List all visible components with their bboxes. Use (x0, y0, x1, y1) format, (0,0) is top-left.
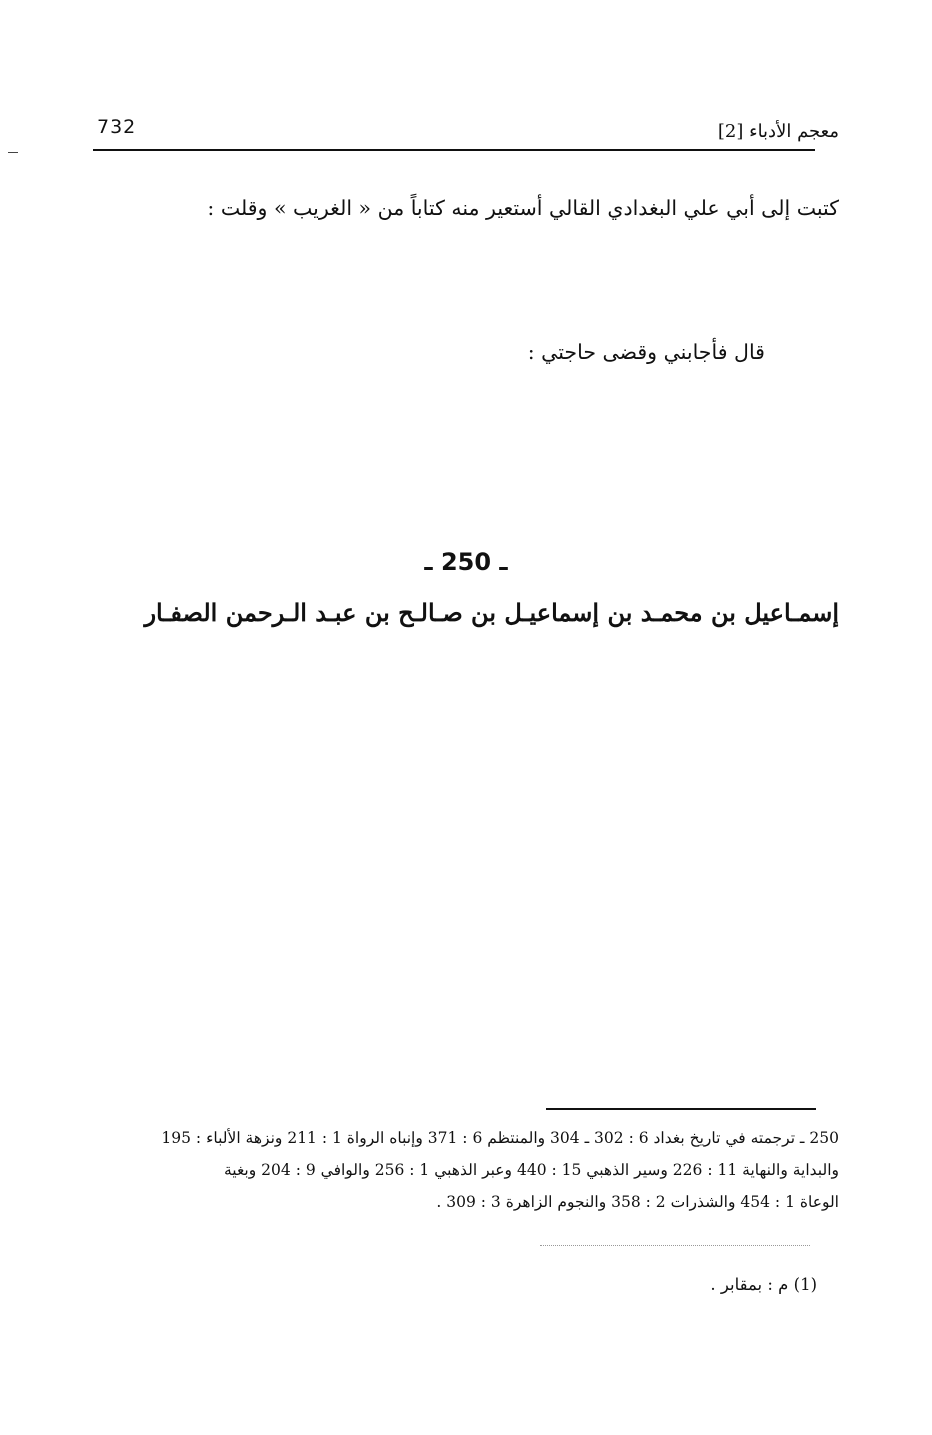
margin-mark (8, 152, 18, 153)
reply-intro: قال فأجابني وقضى حاجتي : (527, 340, 765, 364)
page-number: 732 (97, 116, 137, 138)
entry-number: ـ 250 ـ (424, 548, 508, 576)
footnote-rule (546, 1108, 816, 1110)
footnote-sources-line: الوعاة 1 : 454 والشذرات 2 : 358 والنجوم الزاهرة 3 : 309 . (436, 1193, 839, 1211)
running-title: معجم الأدباء [2] (717, 121, 839, 142)
footnote-sources-line: 250 ـ ترجمته في تاريخ بغداد 6 : 302 ـ 304 والمنتظم 6 : 371 وإنباه الرواة 1 : 211 ونزهة الألباء : 195 (161, 1129, 839, 1147)
prev-entry-intro: كتبت إلى أبي علي البغدادي القالي أستعير منه كتاباً من « الغريب » وقلت : (207, 196, 839, 220)
dotted-separator (540, 1245, 810, 1246)
header-rule (93, 149, 815, 151)
footnote-sources-line: والبداية والنهاية 11 : 226 وسير الذهبي 15 : 440 وعبر الذهبي 1 : 256 والوافي 9 : 204 وبغية (223, 1161, 839, 1179)
entry-heading: إسمـاعيل بن محمـد بن إسماعيـل بن صـالـح بن عبـد الـرحمن الصفـار (144, 598, 839, 627)
footnote-1: (1) م : بمقابر . (710, 1275, 817, 1294)
